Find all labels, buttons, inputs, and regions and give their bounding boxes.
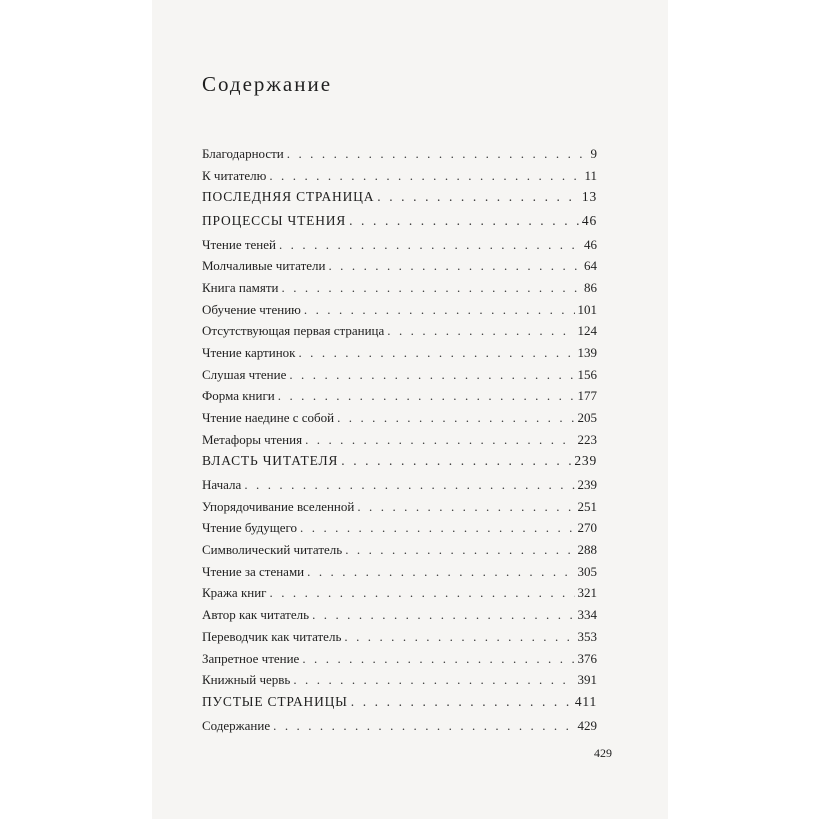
toc-entry-page: 411: [574, 693, 597, 709]
toc-chapter-entry: [202, 499, 597, 521]
toc-chapter-entry: [202, 237, 597, 259]
toc-chapter-entry: [202, 718, 597, 740]
page-title: Содержание: [202, 72, 333, 96]
page-number: 429: [594, 746, 612, 760]
toc-chapter-entry: [202, 146, 597, 168]
toc-entry-title: Форма книги: [202, 388, 275, 404]
toc-entry-page: 86: [584, 279, 597, 295]
dot-leader: [344, 629, 574, 645]
toc-part-entry: [202, 213, 597, 237]
dot-leader: [341, 453, 571, 469]
toc-chapter-entry: [202, 367, 597, 389]
toc-chapter-entry: [202, 651, 597, 673]
book-page: [152, 0, 668, 819]
toc-entry-page: 353: [577, 628, 597, 644]
toc-part-entry: [202, 189, 597, 213]
toc-entry-title: Обучение чтению: [202, 301, 301, 317]
toc-chapter-entry: [202, 564, 597, 586]
toc-entry-page: 288: [577, 542, 597, 558]
table-of-contents: [202, 146, 597, 739]
toc-entry-title: К читателю: [202, 167, 267, 183]
dot-leader: [293, 672, 574, 688]
toc-chapter-entry: [202, 258, 597, 280]
toc-chapter-entry: [202, 345, 597, 367]
toc-entry-page: 124: [577, 323, 597, 339]
toc-entry-title: Чтение теней: [202, 236, 276, 252]
dot-leader: [357, 499, 574, 515]
toc-entry-page: 239: [577, 477, 597, 493]
dot-leader: [244, 477, 574, 493]
dot-leader: [387, 323, 574, 339]
toc-entry-title: Молчаливые читатели: [202, 258, 326, 274]
toc-part-entry: [202, 694, 597, 718]
toc-entry-page: 239: [574, 453, 597, 469]
toc-entry-title: Содержание: [202, 717, 271, 733]
toc-entry-page: 251: [577, 498, 597, 514]
toc-chapter-entry: [202, 302, 597, 324]
toc-chapter-entry: [202, 323, 597, 345]
dot-leader: [289, 367, 574, 383]
dot-leader: [302, 651, 574, 667]
toc-entry-title: Начала: [202, 477, 242, 493]
toc-entry-title: Запретное чтение: [202, 650, 300, 666]
toc-chapter-entry: [202, 520, 597, 542]
toc-chapter-entry: [202, 585, 597, 607]
dot-leader: [282, 280, 581, 296]
toc-entry-title: Книга памяти: [202, 279, 279, 295]
toc-entry-title: Автор как читатель: [202, 607, 310, 623]
toc-entry-page: 156: [577, 366, 597, 382]
toc-entry-title: Чтение картинок: [202, 345, 296, 360]
dot-leader: [328, 258, 581, 274]
toc-entry-page: 376: [577, 650, 597, 666]
toc-chapter-entry: [202, 477, 597, 499]
toc-entry-title: Символический читатель: [202, 542, 343, 558]
dot-leader: [273, 718, 574, 734]
toc-entry-page: 270: [577, 520, 597, 536]
dot-leader: [279, 237, 581, 253]
toc-entry-title: ВЛАСТЬ ЧИТАТЕЛЯ: [202, 453, 339, 469]
toc-entry-page: 223: [577, 431, 597, 447]
toc-part-entry: [202, 453, 597, 477]
dot-leader: [345, 542, 574, 558]
toc-entry-page: 9: [590, 146, 597, 161]
toc-chapter-entry: [202, 542, 597, 564]
toc-entry-page: 429: [577, 717, 597, 733]
toc-entry-title: Чтение за стенами: [202, 563, 305, 579]
toc-entry-title: ПУСТЫЕ СТРАНИЦЫ: [202, 693, 348, 709]
dot-leader: [278, 388, 575, 404]
toc-entry-title: Чтение наедине с собой: [202, 410, 335, 426]
toc-entry-title: Чтение будущего: [202, 520, 298, 536]
toc-chapter-entry: [202, 168, 597, 190]
toc-chapter-entry: [202, 410, 597, 432]
dot-leader: [377, 189, 579, 205]
toc-chapter-entry: [202, 607, 597, 629]
toc-entry-page: 177: [577, 388, 597, 404]
toc-entry-title: Упорядочивание вселенной: [202, 498, 355, 514]
dot-leader: [270, 585, 575, 601]
dot-leader: [351, 694, 572, 710]
toc-entry-title: ПРОЦЕССЫ ЧТЕНИЯ: [202, 212, 347, 228]
toc-entry-page: 205: [577, 410, 597, 426]
toc-entry-title: Отсутствующая первая страница: [202, 323, 385, 339]
dot-leader: [337, 410, 574, 426]
dot-leader: [349, 213, 579, 229]
toc-entry-page: 334: [577, 607, 597, 623]
toc-entry-title: Кража книг: [202, 585, 267, 601]
toc-entry-page: 13: [581, 189, 597, 205]
toc-chapter-entry: [202, 672, 597, 694]
dot-leader: [269, 168, 581, 184]
toc-entry-page: 321: [577, 585, 597, 601]
dot-leader: [312, 607, 574, 623]
toc-entry-title: Благодарности: [202, 146, 284, 161]
dot-leader: [300, 520, 574, 536]
dot-leader: [307, 564, 574, 580]
toc-chapter-entry: [202, 629, 597, 651]
toc-entry-page: 11: [584, 167, 597, 183]
toc-entry-title: ПОСЛЕДНЯЯ СТРАНИЦА: [202, 189, 375, 205]
dot-leader: [298, 345, 574, 361]
toc-entry-page: 64: [584, 258, 597, 274]
dot-leader: [305, 432, 574, 448]
toc-entry-page: 46: [584, 236, 597, 252]
toc-entry-title: Переводчик как читатель: [202, 628, 342, 644]
toc-entry-page: 101: [577, 301, 597, 317]
toc-entry-page: 139: [577, 345, 597, 360]
toc-entry-page: 305: [577, 563, 597, 579]
toc-chapter-entry: [202, 388, 597, 410]
dot-leader: [287, 146, 588, 162]
dot-leader: [304, 302, 575, 318]
toc-chapter-entry: [202, 432, 597, 454]
toc-entry-page: 391: [577, 672, 597, 688]
toc-entry-page: 46: [581, 212, 597, 228]
toc-entry-title: Метафоры чтения: [202, 431, 303, 447]
toc-entry-title: Слушая чтение: [202, 366, 287, 382]
toc-chapter-entry: [202, 280, 597, 302]
toc-entry-title: Книжный червь: [202, 672, 291, 688]
